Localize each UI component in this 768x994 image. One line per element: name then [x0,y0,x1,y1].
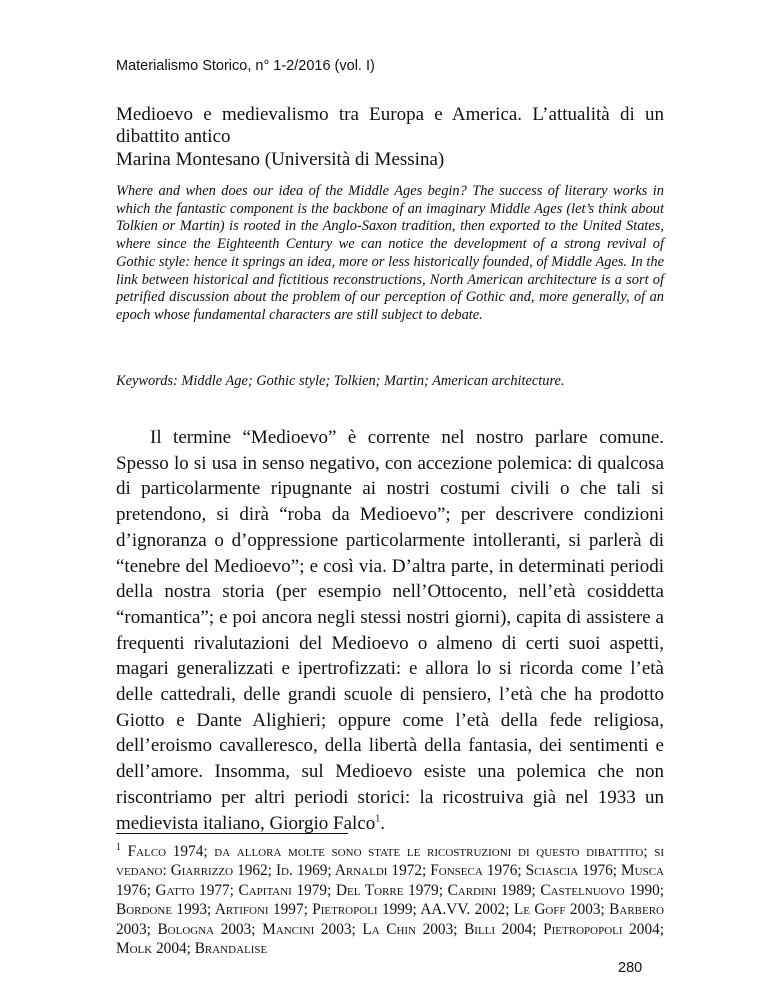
keywords: Keywords: Middle Age; Gothic style; Tolkien; Martin; American architecture. [116,373,565,389]
running-head: Materialismo Storico, n° 1-2/2016 (vol. I) [116,58,375,74]
footnote-number: 1 [116,841,121,853]
body-paragraph-text: Il termine “Medioevo” è corrente nel nostro parlare comune. Spesso lo si usa in senso negativo, con accezione polemica: di qualcosa di particolarmente ripugnante ai nostri costumi civili o che tali si pretendono, si dirà “roba da Medioevo”; per descrivere condizioni d’ignoranza o d’oppressione particolarmente intolleranti, si parlerà di “tenebre del Medioevo”; e così via. D’altra parte, in determinati periodi della nostra storia (per esempio nell’Ottocento, nell’età cosiddetta “romantica”; e poi ancora negli stessi nostri giorni), capita di assistere a frequenti rivalutazioni del Medioevo o almeno di certi suoi aspetti, magari generalizzati e ipertrofizzati: e allora lo si ricorda come l’età delle cattedrali, delle grandi scuole di pensiero, l’età che ha prodotto Giotto e Dante Alighieri; oppure come l’età della fede religiosa, dell’eroismo cavalleresco, della libertà della fantasia, dei sentimenti e dell’amore. Insomma, sul Medioevo esiste una polemica che non riscontriamo per altri periodi storici: la ricostruiva già nel 1933 un medievista italiano, Giorgio Falco [116,427,664,834]
footnote-text: Falco 1974; da allora molte sono state le ricostruzioni di questo dibattito; si vedano: Giarrizzo 1962; Id. 1969; Arnaldi 1972; Fonseca 1976; Sciascia 1976; Musca 1976; Gatto 1977; Capitani 1979; Del Torre 1979; Cardini 1989; Castelnuovo 1990; Bordone 1993; Artifoni 1997; Pietropoli 1999; AA.VV. 2002; Le Goff 2003; Barbero 2003; Bologna 2003; Mancini 2003; La Chin 2003; Billi 2004; Pietropopoli 2004; Molk 2004; Brandalise [116,843,665,958]
footnote-separator [116,833,348,834]
footnote [116,842,664,958]
footnote-reference[interactable]: 1 [375,813,381,825]
page-number: 280 [618,960,643,976]
body-paragraph: Il termine “Medioevo” è corrente nel nostro parlare comune. Spesso lo si usa in senso negativo, con accezione polemica: di qualcosa di particolarmente ripugnante ai nostri costumi civili o che tali si pretendono, si dirà “roba da Medioevo”; per descrivere condizioni d’ignoranza o d’oppressione particolarmente intolleranti, si parlerà di “tenebre del Medioevo”; e così via. D’altra parte, in determinati periodi della nostra storia (per esempio nell’Ottocento, nell’età cosiddetta “romantica”; e poi ancora negli stessi nostri giorni), capita di assistere a frequenti rivalutazioni del Medioevo o almeno di certi suoi aspetti, magari generalizzati e ipertrofizzati: e allora lo si ricorda come l’età delle cattedrali, delle grandi scuole di pensiero, l’età che ha prodotto Giotto e Dante Alighieri; oppure come l’età della fede religiosa, dell’eroismo cavalleresco, della libertà della fantasia, dei sentimenti e dell’amore. Insomma, sul Medioevo esiste una polemica che non riscontriamo per altri periodi storici: la ricostruiva già nel 1933 un medievista italiano, Giorgio Falco$^1$. [116,427,664,834]
article-title: Medioevo e medievalismo tra Europa e America. L’attualità di un dibattito antico [116,104,664,147]
article-author: Marina Montesano (Università di Messina) [116,149,445,170]
abstract: Where and when does our idea of the Middle Ages begin? The success of literary works in which the fantastic component is the backbone of an imaginary Middle Ages (let’s think about Tolkien or Martin) is rooted in the Anglo-Saxon tradition, then exported to the United States, where since the Eighteenth Century we can notice the development of a strong revival of Gothic style: hence it springs an idea, more or less historically founded, of Middle Ages. In the link between historical and fictitious reconstructions, North American architecture is a sort of petrified discussion about the problem of our perception of Gothic and, more generally, of an epoch whose fundamental characters are still subject to debate. [116,183,664,323]
